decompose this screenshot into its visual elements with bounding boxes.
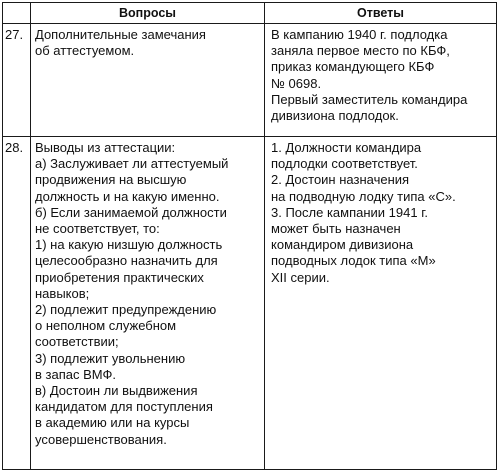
question-line: навыков; bbox=[35, 285, 90, 301]
header-answers: Ответы bbox=[357, 6, 404, 20]
question-line: о неполном служебном bbox=[35, 318, 177, 334]
answer-line: Первый заместитель командира bbox=[271, 91, 468, 107]
answer-line: № 0698. bbox=[271, 75, 322, 91]
answer-line: заняла первое место по КБФ, bbox=[271, 43, 450, 59]
question-line: должность и на какую именно. bbox=[35, 188, 220, 204]
row-number: 27. bbox=[5, 27, 24, 42]
answer-line: 3. После кампании 1941 г. bbox=[271, 204, 428, 220]
question-cell bbox=[35, 27, 263, 59]
header-divider bbox=[3, 23, 496, 24]
answer-line: 2. Достоин назначения bbox=[271, 172, 410, 188]
column-divider-answers bbox=[264, 3, 265, 469]
attestation-table bbox=[2, 2, 497, 470]
question-line: Дополнительные замечания bbox=[35, 27, 206, 42]
answer-line: подводных лодок типа «М» bbox=[271, 253, 436, 269]
answer-line: В кампанию 1940 г. подлодка bbox=[271, 27, 448, 42]
question-line: 3) подлежит увольнению bbox=[35, 350, 186, 366]
question-line: приобретения практических bbox=[35, 269, 204, 285]
answer-line: дивизиона подлодок. bbox=[271, 108, 399, 124]
question-line: а) Заслуживает ли аттестуемый bbox=[35, 156, 229, 172]
question-line: Выводы из аттестации: bbox=[35, 140, 176, 155]
row-number: 28. bbox=[5, 140, 24, 155]
answer-line: 1. Должности командира bbox=[271, 140, 422, 155]
answer-line: приказ командующего КБФ bbox=[271, 59, 435, 75]
header-questions: Вопросы bbox=[119, 6, 176, 20]
column-divider-number bbox=[30, 3, 31, 469]
question-line: продвижения на высшую bbox=[35, 172, 187, 188]
answer-cell bbox=[271, 140, 495, 286]
answer-line: на подводную лодку типа «С». bbox=[271, 188, 456, 204]
answer-line: подлодки соответствует. bbox=[271, 156, 418, 172]
question-line: в академию или на курсы bbox=[35, 415, 190, 431]
question-line: не соответствует, то: bbox=[35, 221, 160, 237]
answer-cell bbox=[271, 27, 495, 124]
answer-line: командиром дивизиона bbox=[271, 237, 414, 253]
question-line: б) Если занимаемой должности bbox=[35, 204, 227, 220]
question-line: об аттестуемом. bbox=[35, 43, 135, 59]
question-line: 2) подлежит предупреждению bbox=[35, 302, 217, 318]
answer-line: XII серии. bbox=[271, 269, 330, 285]
question-line: в запас ВМФ. bbox=[35, 366, 116, 382]
question-line: 1) на какую низшую должность bbox=[35, 237, 223, 253]
question-line: кандидатом для поступления bbox=[35, 399, 213, 415]
question-line: целесообразно назначить для bbox=[35, 253, 218, 269]
row-divider bbox=[3, 136, 496, 137]
answer-line: может быть назначен bbox=[271, 221, 401, 237]
question-line: усовершенствования. bbox=[35, 431, 167, 447]
question-line: в) Достоин ли выдвижения bbox=[35, 383, 198, 399]
question-cell bbox=[35, 140, 263, 448]
question-line: соответствии; bbox=[35, 334, 119, 350]
